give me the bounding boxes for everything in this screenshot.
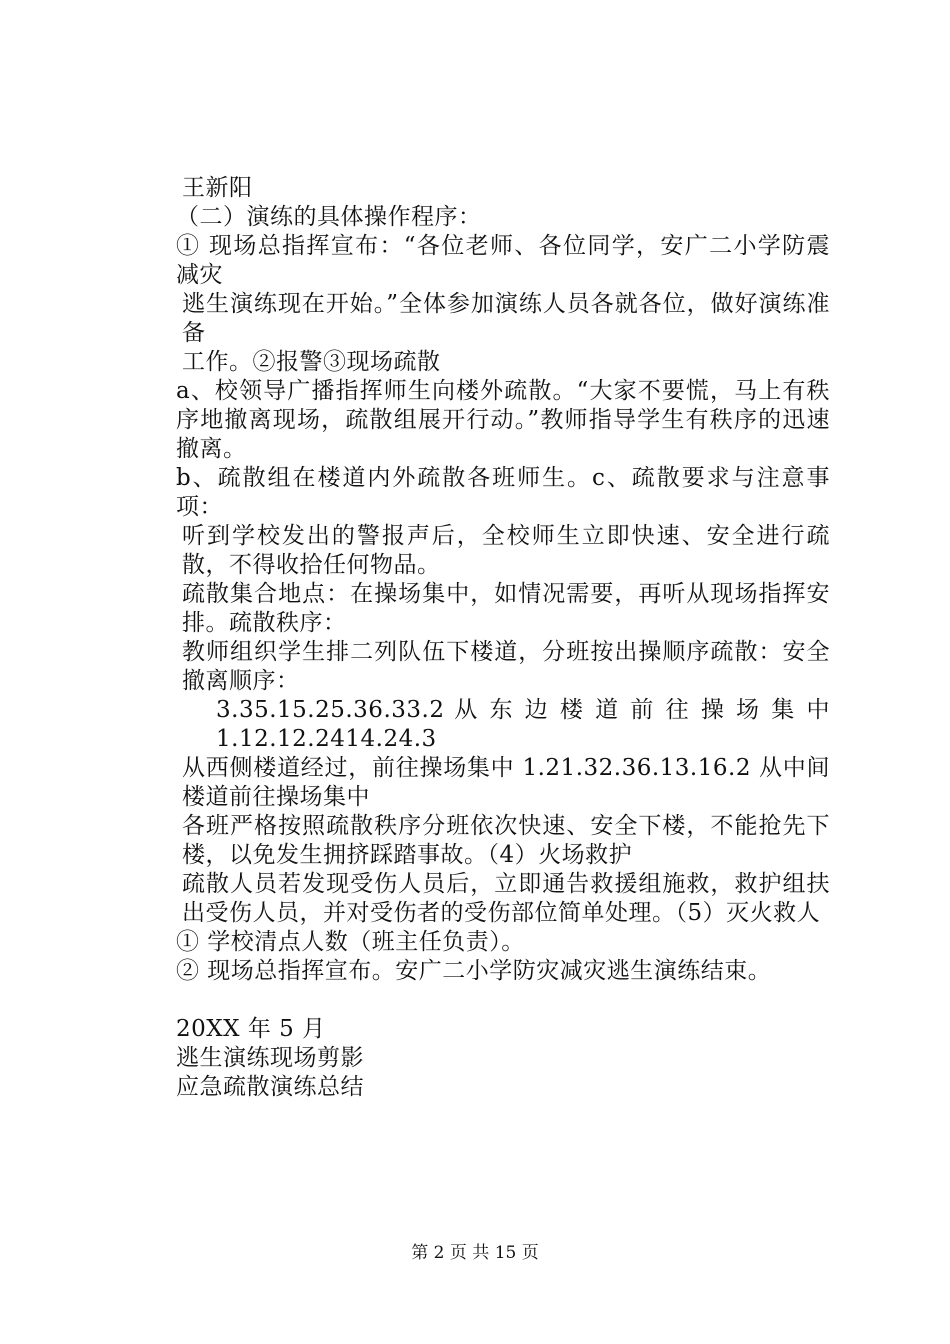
- paragraph: 各班严格按照疏散秩序分班依次快速、安全下楼，不能抢先下楼，以免发生拥挤踩踏事故。（4）火场救护: [182, 813, 830, 868]
- caption-line: 应急疏散演练总结: [176, 1074, 364, 1100]
- paragraph: 工作。②报警③现场疏散: [182, 349, 441, 375]
- paragraph: 疏散人员若发现受伤人员后，立即通告救援组施救，救护组扶出受伤人员，并对受伤者的受伤部位简单处理。（5）灭火救人: [182, 871, 830, 926]
- paragraph: ① 学校清点人数（班主任负责）。: [176, 929, 525, 955]
- caption-line: 逃生演练现场剪影: [176, 1045, 364, 1071]
- page-footer: 第 2 页 共 15 页: [411, 1243, 539, 1263]
- section-heading: （二）演练的具体操作程序：: [176, 204, 482, 230]
- paragraph: 教师组织学生排二列队伍下楼道，分班按出操顺序疏散：安全撤离顺序：: [182, 639, 830, 694]
- paragraph: 疏散集合地点：在操场集中，如情况需要，再听从现场指挥安排。疏散秩序：: [182, 581, 830, 636]
- paragraph: 听到学校发出的警报声后，全校师生立即快速、安全进行疏散，不得收拾任何物品。: [182, 523, 830, 578]
- paragraph: ② 现场总指挥宣布。安广二小学防灾减灾逃生演练结束。: [176, 958, 772, 984]
- paragraph: 从西侧楼道经过，前往操场集中 1.21.32.36.13.16.2 从中间楼道前往操场集中: [182, 755, 830, 810]
- spacer: [130, 986, 830, 1015]
- date-line: 20XX 年 5 月: [176, 1016, 326, 1042]
- paragraph: a、校领导广播指挥师生向楼外疏散。“大家不要慌，马上有秩序地撤离现场，疏散组展开行动。”教师指导学生有秩序的迅速撤离。: [176, 378, 830, 462]
- signature-name: 王新阳: [182, 175, 253, 201]
- paragraph: b、疏散组在楼道内外疏散各班师生。c、疏散要求与注意事项：: [176, 465, 830, 520]
- document-body: [130, 174, 830, 1102]
- paragraph: ① 现场总指挥宣布：“各位老师、各位同学，安广二小学防震减灾: [176, 233, 830, 288]
- evacuation-order-line: 3.35.15.25.36.33.2 从 东 边 楼 道 前 往 操 场 集 中 1.12.12.2414.24.3: [216, 697, 830, 752]
- paragraph: 逃生演练现在开始。”全体参加演练人员各就各位，做好演练准备: [182, 291, 830, 346]
